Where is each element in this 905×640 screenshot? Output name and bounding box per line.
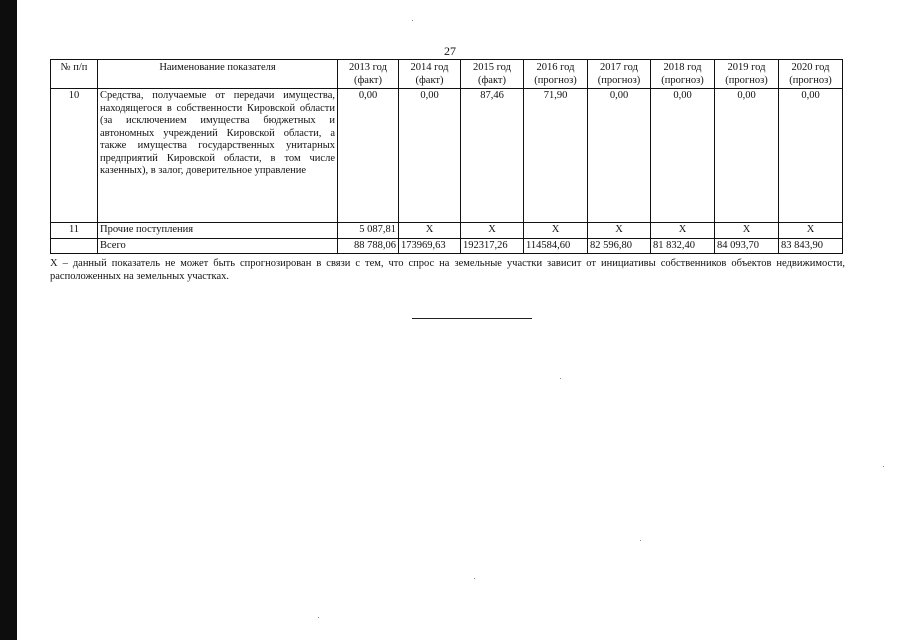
row-value: 173969,63 [399, 238, 461, 254]
table-row [51, 89, 843, 223]
row-value: 114584,60 [524, 238, 588, 254]
row-value: 81 832,40 [651, 238, 715, 254]
row-value: 0,00 [715, 89, 779, 223]
row-value: 71,90 [524, 89, 588, 223]
row-num: 11 [51, 223, 98, 239]
footnote: X – данный показатель не может быть спрогнозирован в связи с тем, что спрос на земельные участки зависит от инициативы собственников объектов недвижимости, расположенных на земельных участках. [50, 258, 845, 282]
row-name: Прочие поступления [98, 223, 338, 239]
header-year: 2020 год (прогноз) [779, 60, 843, 89]
header-year: 2018 год (прогноз) [651, 60, 715, 89]
row-value: X [779, 223, 843, 239]
header-year: 2019 год (прогноз) [715, 60, 779, 89]
table-row-total [51, 238, 843, 254]
header-num: № п/п [51, 60, 98, 89]
header-year: 2017 год (прогноз) [588, 60, 651, 89]
row-value: X [715, 223, 779, 239]
header-name: Наименование показателя [98, 60, 338, 89]
row-value: 192317,26 [461, 238, 524, 254]
row-value: X [588, 223, 651, 239]
row-value: 82 596,80 [588, 238, 651, 254]
table-header-row [51, 60, 843, 89]
header-year: 2015 год (факт) [461, 60, 524, 89]
separator-line [412, 318, 532, 319]
row-value: 88 788,06 [338, 238, 399, 254]
table-row [51, 223, 843, 239]
scan-speck [560, 378, 561, 379]
row-value: 84 093,70 [715, 238, 779, 254]
page-number: 27 [444, 44, 456, 58]
scan-speck [640, 540, 641, 541]
row-value: 0,00 [399, 89, 461, 223]
row-num: 10 [51, 89, 98, 223]
row-value: X [461, 223, 524, 239]
revenue-forecast-table [50, 59, 843, 254]
row-value: X [651, 223, 715, 239]
row-value: 0,00 [651, 89, 715, 223]
scan-speck [474, 578, 475, 579]
row-value: 5 087,81 [338, 223, 399, 239]
row-value: X [524, 223, 588, 239]
row-value: 83 843,90 [779, 238, 843, 254]
scan-dark-edge [0, 0, 17, 640]
row-value: 0,00 [588, 89, 651, 223]
row-value: X [399, 223, 461, 239]
scan-speck [883, 466, 884, 467]
scan-speck [412, 20, 413, 21]
row-name: Средства, получаемые от передачи имущества, находящегося в собственности Кировской области (за исключением имущества бюджетных и автономных учреждений Кировской области, а также имущества государственных унитарных предприятий Кировской области, в том числе казенных), в залог, доверительное управление [98, 89, 338, 223]
scan-speck [318, 617, 319, 618]
row-value: 0,00 [779, 89, 843, 223]
header-year: 2014 год (факт) [399, 60, 461, 89]
row-num [51, 238, 98, 254]
row-name: Всего [98, 238, 338, 254]
row-value: 0,00 [338, 89, 399, 223]
header-year: 2016 год (прогноз) [524, 60, 588, 89]
row-value: 87,46 [461, 89, 524, 223]
header-year: 2013 год (факт) [338, 60, 399, 89]
